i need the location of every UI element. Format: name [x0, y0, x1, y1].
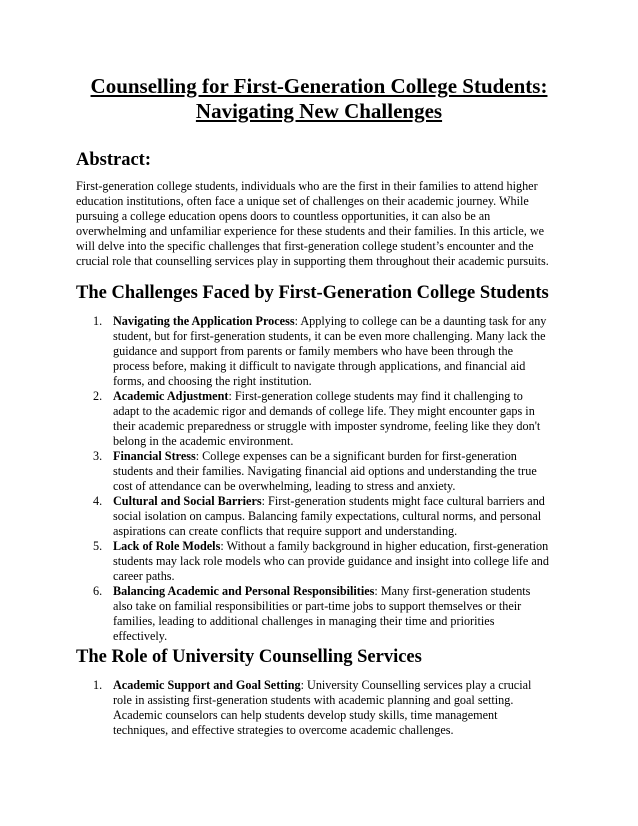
item-line: social isolation on campus. Balancing family expectations, cultural norms, and personal	[113, 509, 542, 523]
list-number: 4.	[93, 494, 103, 508]
item-term: Financial Stress	[113, 449, 196, 463]
title-line-1: Counselling for First-Generation College Students:	[90, 74, 548, 98]
item-line: student, but for first-generation students, it can be even more challenging. Many lack the	[113, 329, 546, 343]
role-item-academic-support	[76, 678, 576, 738]
item-first-line	[113, 389, 576, 404]
item-line: belong in the academic environment.	[113, 434, 294, 448]
challenge-item-financial-stress	[76, 449, 576, 494]
item-first-line	[113, 584, 576, 599]
challenge-item-role-models	[76, 539, 576, 584]
item-line: students and their families. Navigating financial aid options and understanding the true	[113, 464, 537, 478]
item-first-text: : Many first-generation students	[374, 584, 531, 598]
abstract-line: education institutions, often face a unique set of challenges on their academic journey. While	[76, 194, 529, 208]
challenge-item-academic-adjustment	[76, 389, 576, 449]
item-term: Academic Support and Goal Setting	[113, 678, 301, 692]
challenge-item-application	[76, 314, 576, 389]
item-line: students may lack role models who can provide guidance and insight into college life and	[113, 554, 549, 568]
list-number: 1.	[93, 678, 103, 692]
item-line: forms, and choosing the right institution.	[113, 374, 312, 388]
item-line: Academic counselors can help students develop study skills, time management	[113, 708, 498, 722]
abstract-line: will delve into the specific challenges that first-generation college student’s encounter and the	[76, 239, 534, 253]
item-line: techniques, and effective strategies to overcome academic challenges.	[113, 723, 454, 737]
item-first-line	[113, 539, 576, 554]
item-line: effectively.	[113, 629, 168, 643]
item-line: career paths.	[113, 569, 175, 583]
item-first-text: : Without a family background in higher education, first-generation	[220, 539, 549, 553]
document-title	[60, 74, 578, 124]
item-first-text: : First-generation college students may find it challenging to	[228, 389, 523, 403]
item-line: guidance and support from parents or family members who have been through the	[113, 344, 514, 358]
item-term: Lack of Role Models	[113, 539, 221, 553]
item-line: aspirations can create conflicts that require support and understanding.	[113, 524, 458, 538]
item-first-text: : College expenses can be a significant burden for first-generation	[195, 449, 517, 463]
challenge-item-cultural-barriers	[76, 494, 576, 539]
challenge-item-balancing	[76, 584, 576, 644]
item-line: role in assisting first-generation students with academic planning and goal setting.	[113, 693, 514, 707]
abstract-line: crucial role that counselling services play in supporting them throughout their academic pursuits.	[76, 254, 549, 268]
item-term: Cultural and Social Barriers	[113, 494, 262, 508]
abstract-line: overwhelming and unfamiliar experience for these students and their families. In this article, we	[76, 224, 545, 238]
item-term: Balancing Academic and Personal Responsibilities	[113, 584, 375, 598]
abstract-heading: Abstract:	[76, 150, 152, 170]
role-heading: The Role of University Counselling Services	[76, 647, 422, 667]
abstract-line: First-generation college students, individuals who are the first in their families to attend higher	[76, 179, 538, 193]
item-first-text: : University Counselling services play a crucial	[300, 678, 532, 692]
item-line: process before, making it difficult to navigate through applications, and financial aid	[113, 359, 526, 373]
abstract-line: pursuing a college education opens doors to countless opportunities, it can also be an	[76, 209, 491, 223]
role-list	[76, 678, 576, 738]
item-line: cost of attendance can be overwhelming, leading to stress and anxiety.	[113, 479, 456, 493]
item-line: their academic preparedness or struggle with imposter syndrome, feeling like they don't	[113, 419, 541, 433]
item-term: Academic Adjustment	[113, 389, 229, 403]
item-line: also take on familial responsibilities or part-time jobs to support themselves or their	[113, 599, 522, 613]
list-number: 5.	[93, 539, 103, 553]
abstract-body	[76, 179, 564, 269]
item-first-line	[113, 449, 576, 464]
item-line: families, leading to additional challenges in managing their time and priorities	[113, 614, 495, 628]
challenges-heading: The Challenges Faced by First-Generation College Students	[76, 283, 549, 303]
item-term: Navigating the Application Process	[113, 314, 295, 328]
list-number: 6.	[93, 584, 103, 598]
title-line-2: Navigating New Challenges	[195, 99, 443, 123]
list-number: 1.	[93, 314, 103, 328]
item-first-line	[113, 314, 576, 329]
item-first-text: : First-generation students might face cultural barriers and	[261, 494, 545, 508]
item-first-line	[113, 678, 576, 693]
item-line: adapt to the academic rigor and demands of college life. They might encounter gaps in	[113, 404, 535, 418]
list-number: 3.	[93, 449, 103, 463]
challenges-list	[76, 314, 576, 644]
list-number: 2.	[93, 389, 103, 403]
item-first-text: : Applying to college can be a daunting task for any	[294, 314, 547, 328]
item-first-line	[113, 494, 576, 509]
